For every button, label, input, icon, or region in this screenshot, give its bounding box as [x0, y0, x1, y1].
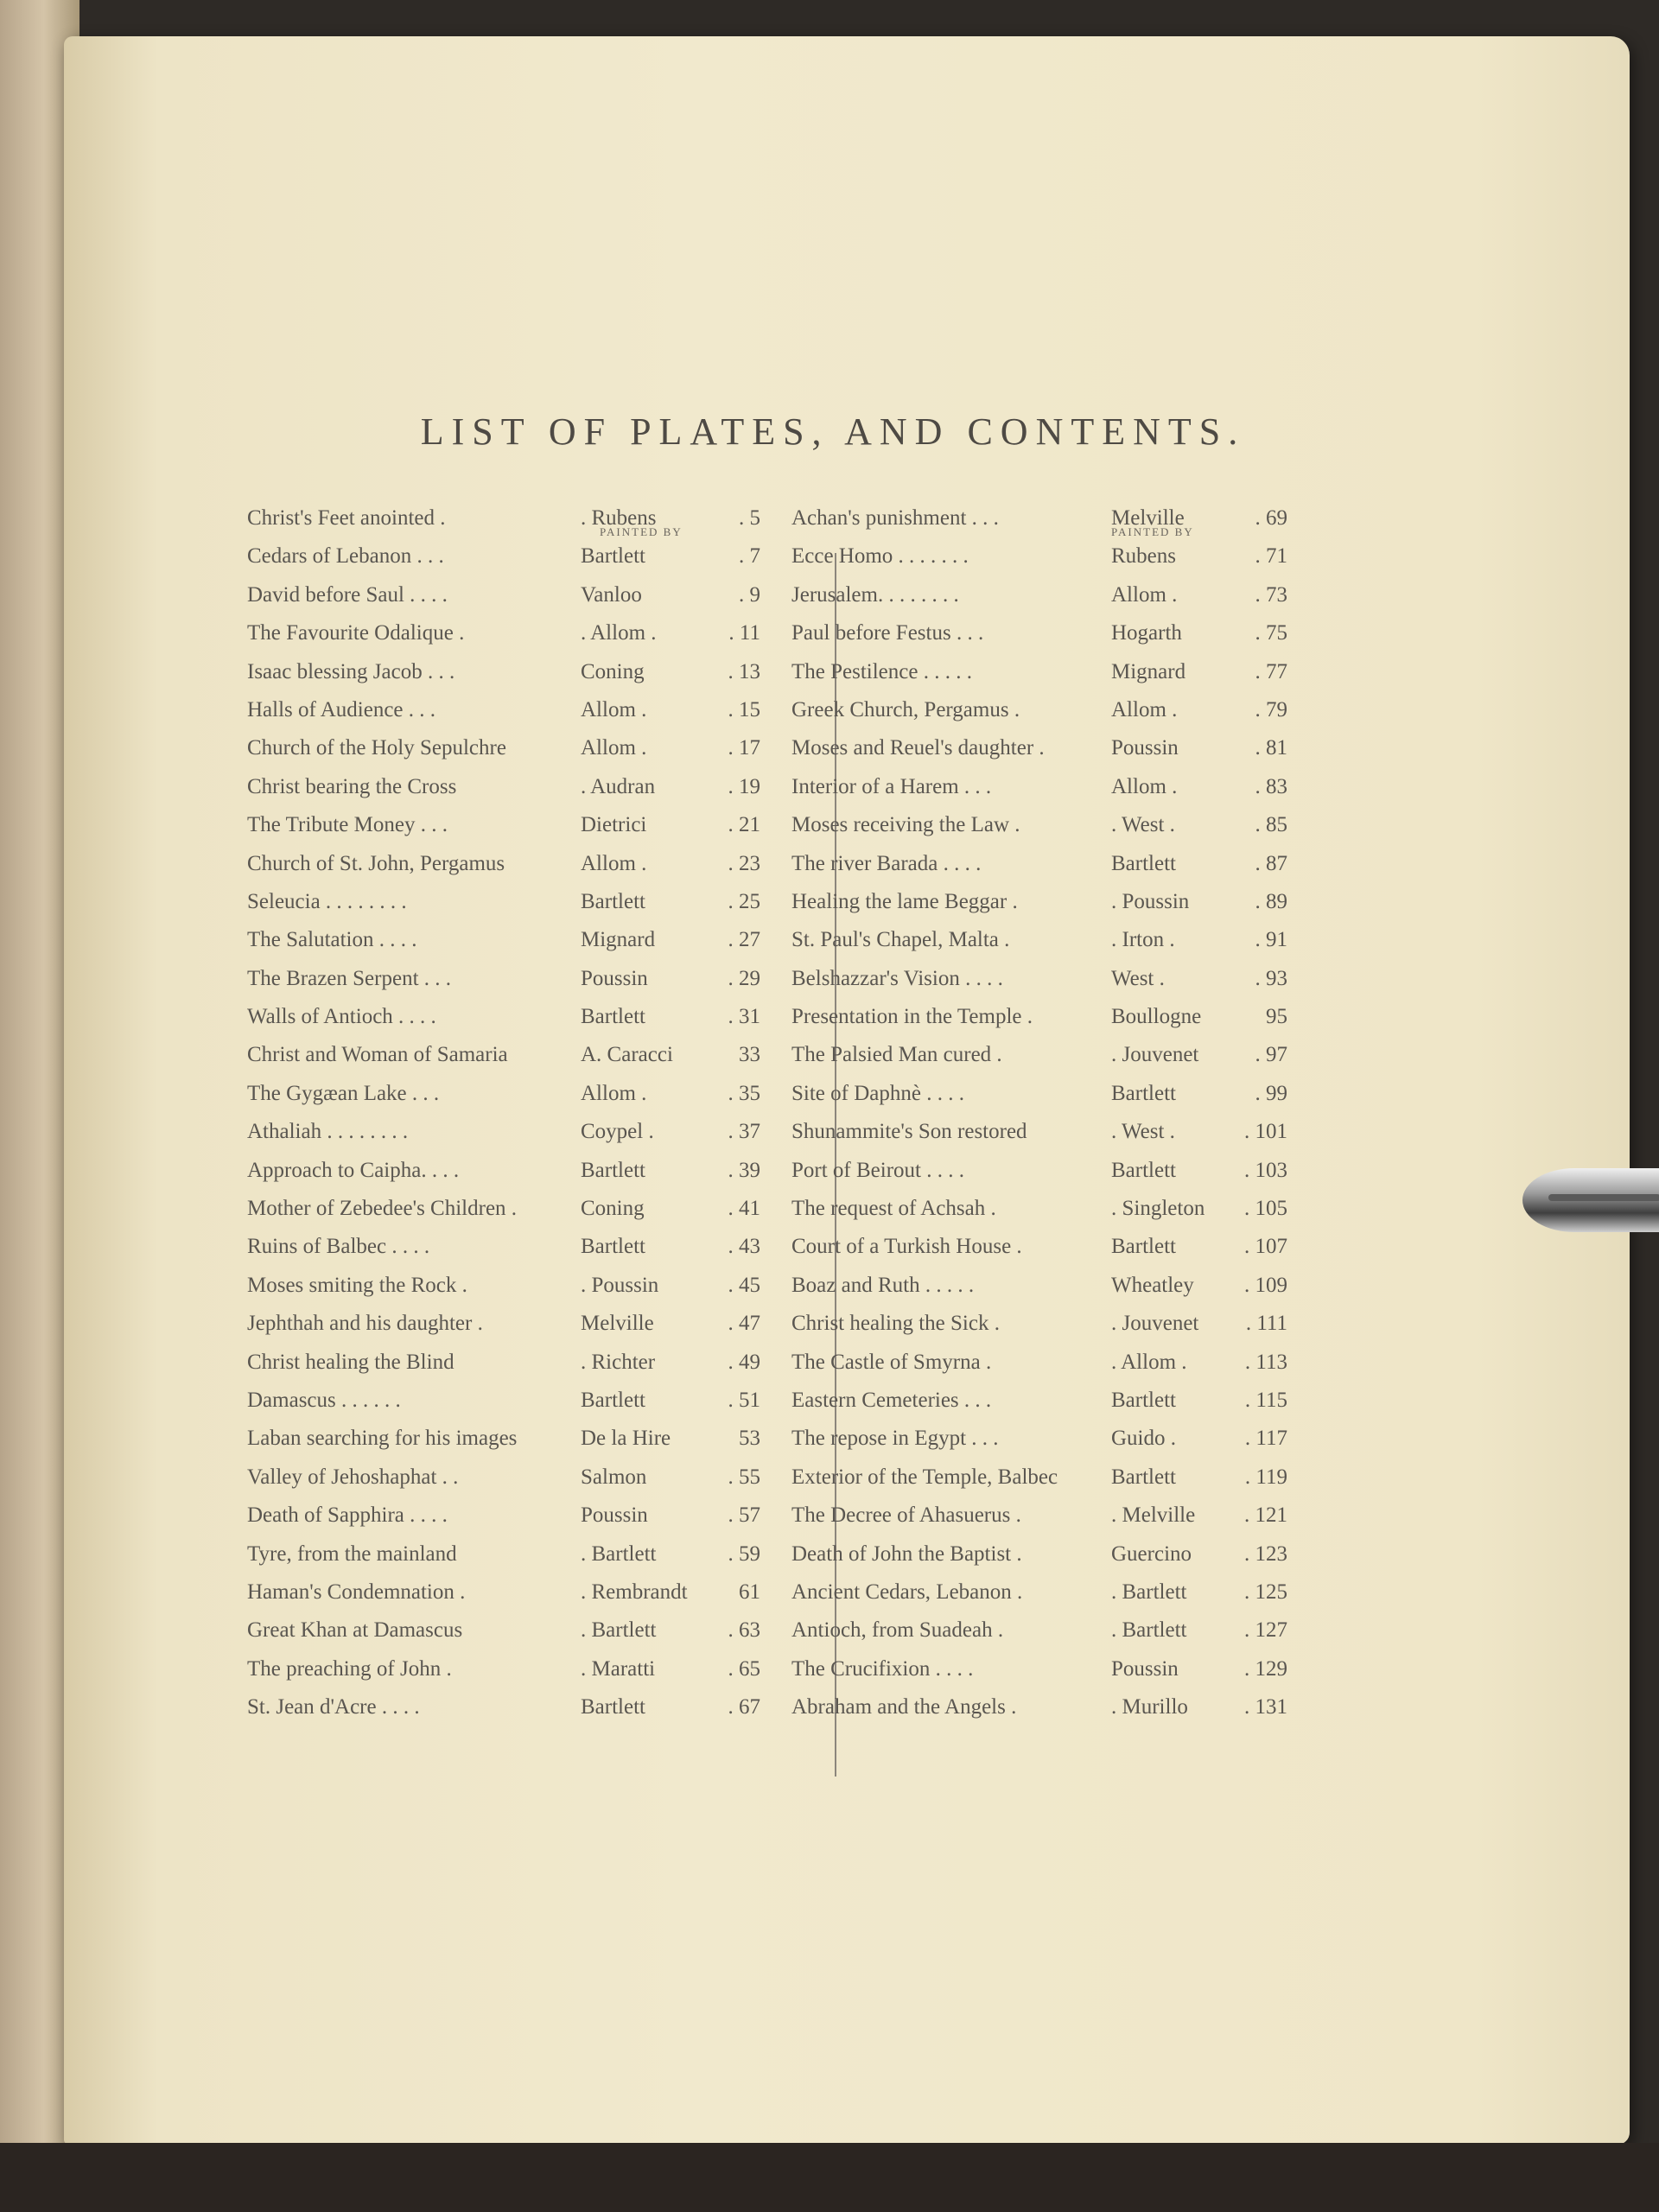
plate-page-number: . 91	[1255, 928, 1287, 952]
plate-page-number: . 63	[728, 1618, 760, 1643]
plate-painter: Boullogne	[1111, 1005, 1202, 1029]
plate-painter: . Bartlett	[581, 1618, 657, 1643]
plate-painter: Bartlett	[581, 544, 645, 569]
plate-page-number: . 129	[1244, 1656, 1287, 1681]
plate-entry	[791, 499, 1327, 537]
plate-painter: Poussin	[581, 1503, 648, 1528]
plate-title: The Palsied Man cured .	[791, 1043, 1002, 1067]
plate-page-number: . 37	[728, 1120, 760, 1144]
plate-page-number: . 27	[728, 928, 760, 952]
plate-title: The request of Achsah .	[791, 1197, 996, 1221]
plate-title: Christ and Woman of Samaria	[247, 1043, 508, 1067]
plate-entry	[247, 960, 766, 998]
plate-entry	[791, 1190, 1327, 1228]
plate-page-number: . 21	[728, 813, 760, 837]
plate-title: Antioch, from Suadeah .	[791, 1618, 1004, 1643]
plate-title: Mother of Zebedee's Children .	[247, 1197, 518, 1221]
plate-entry	[247, 1036, 766, 1074]
plate-entry	[791, 1688, 1327, 1726]
plate-page-number: . 31	[728, 1005, 760, 1029]
plate-entry	[791, 1611, 1327, 1649]
plate-title: Jephthah and his daughter .	[247, 1312, 483, 1336]
plate-painter: . Bartlett	[1111, 1618, 1187, 1643]
plate-painter: Bartlett	[1111, 1388, 1176, 1412]
plate-painter: Allom .	[581, 736, 647, 760]
plate-title: Christ's Feet anointed .	[247, 506, 446, 530]
plate-painter: Bartlett	[1111, 1158, 1176, 1182]
plate-painter: Coning	[581, 1197, 645, 1221]
plate-title: Athaliah . . . . . . . .	[247, 1120, 409, 1144]
plate-title: Jerusalem. . . . . . . .	[791, 582, 959, 607]
plate-painter: Vanloo	[581, 582, 642, 607]
plate-painter: Bartlett	[1111, 1235, 1176, 1259]
plate-title: St. Jean d'Acre . . . .	[247, 1695, 420, 1719]
plate-title: Healing the lame Beggar .	[791, 889, 1018, 913]
plate-title: Ruins of Balbec . . . .	[247, 1235, 430, 1259]
plate-title: Tyre, from the mainland	[247, 1541, 457, 1566]
plate-title: The Castle of Smyrna .	[791, 1350, 992, 1374]
plate-painter: . Allom .	[581, 621, 657, 645]
plate-page-number: . 35	[728, 1081, 760, 1105]
plate-title: Exterior of the Temple, Balbec	[791, 1465, 1058, 1489]
plate-page-number: . 9	[739, 582, 760, 607]
plate-painter: Coypel .	[581, 1120, 654, 1144]
plate-page-number: 95	[1266, 1005, 1287, 1029]
plate-painter: Bartlett	[581, 1388, 645, 1412]
plate-page-number: . 5	[739, 506, 760, 530]
plate-entry	[791, 691, 1327, 729]
painted-by-header-right: PAINTED BY	[1111, 525, 1194, 538]
plate-painter: Salmon	[581, 1465, 647, 1489]
plate-painter: Bartlett	[581, 889, 645, 913]
plate-page-number: . 25	[728, 889, 760, 913]
plate-page-number: . 113	[1244, 1350, 1287, 1374]
plate-painter: . Irton .	[1111, 928, 1175, 952]
plate-entry	[247, 1113, 766, 1151]
plate-painter: Bartlett	[581, 1158, 645, 1182]
plate-entry	[247, 499, 766, 537]
plate-page-number: . 77	[1255, 659, 1287, 683]
plate-entry	[247, 1535, 766, 1573]
plate-painter: . Rembrandt	[581, 1580, 688, 1604]
plate-title: The Crucifixion . . . .	[791, 1656, 974, 1681]
plate-page-number: . 23	[728, 851, 760, 875]
plate-painter: . Jouvenet	[1111, 1312, 1199, 1336]
plate-page-number: . 71	[1255, 544, 1287, 569]
plate-page-number: . 79	[1255, 697, 1287, 721]
plate-page-number: . 111	[1245, 1312, 1287, 1336]
table-surface	[0, 2143, 1659, 2212]
plate-painter: Poussin	[1111, 736, 1179, 760]
plate-page-number: . 125	[1244, 1580, 1287, 1604]
pen-tip	[1522, 1168, 1659, 1232]
plate-entry	[247, 1611, 766, 1649]
plate-entry	[791, 1573, 1327, 1611]
plate-title: Halls of Audience . . .	[247, 697, 436, 721]
plate-entry	[791, 1497, 1327, 1535]
plate-painter: Poussin	[1111, 1656, 1179, 1681]
plate-painter: Allom .	[581, 851, 647, 875]
plate-page-number: . 131	[1244, 1695, 1287, 1719]
plate-page-number: . 19	[728, 774, 760, 798]
plate-page-number: . 73	[1255, 582, 1287, 607]
plate-page-number: . 49	[728, 1350, 760, 1374]
plate-page-number: . 15	[728, 697, 760, 721]
plate-title: The Pestilence . . . . .	[791, 659, 972, 683]
plate-page-number: . 7	[739, 544, 760, 569]
plate-title: The Tribute Money . . .	[247, 813, 448, 837]
plate-painter: Melville	[581, 1312, 654, 1336]
plate-title: Moses smiting the Rock .	[247, 1273, 467, 1297]
plate-painter: Bartlett	[1111, 1465, 1176, 1489]
plate-entry	[247, 576, 766, 614]
plate-page-number: . 39	[728, 1158, 760, 1182]
plate-entry	[791, 806, 1327, 844]
plate-title: Death of Sapphira . . . .	[247, 1503, 448, 1528]
plate-painter: . Allom .	[1111, 1350, 1187, 1374]
plate-title: The Salutation . . . .	[247, 928, 417, 952]
plate-entry	[791, 1535, 1327, 1573]
plate-painter: Bartlett	[1111, 1081, 1176, 1105]
plate-title: The Brazen Serpent . . .	[247, 966, 452, 990]
plate-entry	[791, 768, 1327, 806]
plate-entry	[247, 1573, 766, 1611]
plate-title: Laban searching for his images	[247, 1427, 518, 1451]
plate-painter: Allom .	[581, 1081, 647, 1105]
plate-title: Greek Church, Pergamus .	[791, 697, 1020, 721]
plate-painter: Guercino	[1111, 1541, 1192, 1566]
plate-entry	[247, 998, 766, 1036]
plate-entry	[247, 1075, 766, 1113]
plate-painter: . West .	[1111, 1120, 1175, 1144]
plate-entry	[247, 845, 766, 883]
plate-painter: . Bartlett	[1111, 1580, 1187, 1604]
plate-page-number: . 13	[728, 659, 760, 683]
plate-title: Ecce Homo . . . . . . .	[791, 544, 969, 569]
plate-painter: Poussin	[581, 966, 648, 990]
plate-painter: Hogarth	[1111, 621, 1182, 645]
plate-painter: Rubens	[1111, 544, 1176, 569]
plate-painter: . Jouvenet	[1111, 1043, 1199, 1067]
plate-page-number: . 69	[1255, 506, 1287, 530]
plates-list-right	[791, 499, 1327, 1727]
plate-title: Damascus . . . . . .	[247, 1388, 401, 1412]
plate-title: Court of a Turkish House .	[791, 1235, 1022, 1259]
plate-title: The Gygæan Lake . . .	[247, 1081, 440, 1105]
plate-title: Abraham and the Angels .	[791, 1695, 1017, 1719]
plate-title: Paul before Festus . . .	[791, 621, 984, 645]
plate-entry	[791, 614, 1327, 652]
plate-entry	[247, 1650, 766, 1688]
plate-page-number: . 85	[1255, 813, 1287, 837]
plate-page-number: . 11	[728, 621, 760, 645]
plate-entry	[791, 883, 1327, 921]
plate-painter: . Bartlett	[581, 1541, 657, 1566]
plate-page-number: . 47	[728, 1312, 760, 1336]
plates-list-left	[247, 499, 766, 1727]
plate-entry	[247, 1267, 766, 1305]
plate-title: Walls of Antioch . . . .	[247, 1005, 436, 1029]
plate-title: Eastern Cemeteries . . .	[791, 1388, 992, 1412]
plate-title: Moses and Reuel's daughter .	[791, 736, 1045, 760]
plate-page-number: . 51	[728, 1388, 760, 1412]
plate-entry	[247, 1344, 766, 1382]
plate-entry	[791, 576, 1327, 614]
page-title: LIST OF PLATES, AND CONTENTS.	[420, 410, 1246, 453]
plate-page-number: . 45	[728, 1273, 760, 1297]
plate-page-number: . 107	[1244, 1235, 1287, 1259]
plate-entry	[791, 1382, 1327, 1420]
plate-entry	[791, 845, 1327, 883]
plate-painter: . West .	[1111, 813, 1175, 837]
plate-entry	[791, 998, 1327, 1036]
plate-title: St. Paul's Chapel, Malta .	[791, 928, 1010, 952]
plate-entry	[247, 653, 766, 691]
plate-painter: . Poussin	[1111, 889, 1190, 913]
plate-title: The repose in Egypt . . .	[791, 1427, 999, 1451]
plate-entry	[247, 768, 766, 806]
plate-title: Haman's Condemnation .	[247, 1580, 466, 1604]
plate-painter: Coning	[581, 659, 645, 683]
plate-page-number: . 105	[1244, 1197, 1287, 1221]
plate-painter: . Maratti	[581, 1656, 656, 1681]
plate-painter: . Richter	[581, 1350, 656, 1374]
plate-painter: Melville	[1111, 506, 1185, 530]
plate-title: Death of John the Baptist .	[791, 1541, 1022, 1566]
plate-page-number: 53	[739, 1427, 760, 1451]
plate-entry	[791, 1113, 1327, 1151]
plate-title: The preaching of John .	[247, 1656, 452, 1681]
plate-page-number: . 83	[1255, 774, 1287, 798]
plate-page-number: . 89	[1255, 889, 1287, 913]
plate-page-number: . 67	[728, 1695, 760, 1719]
plate-painter: Bartlett	[1111, 851, 1176, 875]
plate-page-number: . 121	[1244, 1503, 1287, 1528]
plate-title: Interior of a Harem . . .	[791, 774, 992, 798]
plate-page-number: . 103	[1244, 1158, 1287, 1182]
plate-painter: Allom .	[581, 697, 647, 721]
plate-title: Seleucia . . . . . . . .	[247, 889, 407, 913]
plate-painter: Guido .	[1111, 1427, 1176, 1451]
plate-entry	[247, 729, 766, 767]
plate-entry	[791, 1344, 1327, 1382]
plate-page-number: . 55	[728, 1465, 760, 1489]
plate-painter: . Murillo	[1111, 1695, 1188, 1719]
plate-painter: Bartlett	[581, 1695, 645, 1719]
plate-painter: De la Hire	[581, 1427, 671, 1451]
plate-page-number: . 75	[1255, 621, 1287, 645]
plate-page-number: . 127	[1244, 1618, 1287, 1643]
plate-page-number: . 109	[1244, 1273, 1287, 1297]
plate-entry	[247, 1382, 766, 1420]
plate-page-number: . 43	[728, 1235, 760, 1259]
plate-title: Valley of Jehoshaphat . .	[247, 1465, 459, 1489]
plate-page-number: . 87	[1255, 851, 1287, 875]
plate-page-number: 33	[739, 1043, 760, 1067]
plate-painter: A. Caracci	[581, 1043, 673, 1067]
plate-entry	[247, 1497, 766, 1535]
plate-painter: Allom .	[1111, 774, 1178, 798]
plate-page-number: . 41	[728, 1197, 760, 1221]
plate-title: Isaac blessing Jacob . . .	[247, 659, 455, 683]
plate-page-number: . 119	[1244, 1465, 1287, 1489]
plate-entry	[791, 1459, 1327, 1497]
plate-entry	[247, 691, 766, 729]
plate-entry	[247, 1688, 766, 1726]
plate-entry	[791, 960, 1327, 998]
plate-page-number: . 115	[1244, 1388, 1287, 1412]
plate-title: Port of Beirout . . . .	[791, 1158, 964, 1182]
plate-title: Cedars of Lebanon . . .	[247, 544, 444, 569]
plate-title: Ancient Cedars, Lebanon .	[791, 1580, 1023, 1604]
plate-painter: Bartlett	[581, 1235, 645, 1259]
plate-entry	[247, 1152, 766, 1190]
plate-painter: Mignard	[581, 928, 656, 952]
plate-entry	[247, 1459, 766, 1497]
plate-entry	[791, 729, 1327, 767]
plate-title: Shunammite's Son restored	[791, 1120, 1027, 1144]
plate-painter: Allom .	[1111, 582, 1178, 607]
plate-page-number: . 57	[728, 1503, 760, 1528]
plate-entry	[247, 537, 766, 575]
plate-title: Christ bearing the Cross	[247, 774, 457, 798]
plate-title: Site of Daphnè . . . .	[791, 1081, 964, 1105]
plate-page-number: . 65	[728, 1656, 760, 1681]
plate-title: The Favourite Odalique .	[247, 621, 465, 645]
plate-title: Church of the Holy Sepulchre	[247, 736, 506, 760]
plate-page-number: . 97	[1255, 1043, 1287, 1067]
plate-entry	[791, 1228, 1327, 1266]
plate-entry	[791, 1152, 1327, 1190]
plate-painter: . Melville	[1111, 1503, 1196, 1528]
plate-painter: Mignard	[1111, 659, 1186, 683]
plate-title: Christ healing the Sick .	[791, 1312, 1000, 1336]
plate-entry	[247, 1228, 766, 1266]
plate-entry	[247, 921, 766, 959]
plate-page-number: . 59	[728, 1541, 760, 1566]
plate-entry	[791, 1036, 1327, 1074]
plate-title: Moses receiving the Law .	[791, 813, 1020, 837]
plate-title: Approach to Caipha. . . .	[247, 1158, 460, 1182]
plate-title: Great Khan at Damascus	[247, 1618, 463, 1643]
plate-page-number: . 99	[1255, 1081, 1287, 1105]
plate-page-number: 61	[739, 1580, 760, 1604]
plate-entry	[791, 1267, 1327, 1305]
plate-title: Presentation in the Temple .	[791, 1005, 1033, 1029]
plate-entry	[791, 921, 1327, 959]
plate-page-number: . 117	[1244, 1427, 1287, 1451]
plate-entry	[791, 1075, 1327, 1113]
plate-title: Church of St. John, Pergamus	[247, 851, 505, 875]
plate-page-number: . 123	[1244, 1541, 1287, 1566]
plate-entry	[247, 614, 766, 652]
plate-entry	[791, 1305, 1327, 1343]
plate-title: The Decree of Ahasuerus .	[791, 1503, 1021, 1528]
plate-title: Boaz and Ruth . . . . .	[791, 1273, 975, 1297]
plate-page-number: . 101	[1244, 1120, 1287, 1144]
plate-painter: West .	[1111, 966, 1165, 990]
painted-by-header-left: PAINTED BY	[600, 525, 683, 538]
plate-entry	[247, 1190, 766, 1228]
plate-painter: Bartlett	[581, 1005, 645, 1029]
plate-entry	[247, 806, 766, 844]
plate-painter: Wheatley	[1111, 1273, 1194, 1297]
plate-painter: Allom .	[1111, 697, 1178, 721]
plate-entry	[791, 653, 1327, 691]
plate-page-number: . 29	[728, 966, 760, 990]
plate-painter: . Singleton	[1111, 1197, 1205, 1221]
plate-page-number: . 17	[728, 736, 760, 760]
plate-painter: . Audran	[581, 774, 656, 798]
plate-entry	[247, 1305, 766, 1343]
plate-title: The river Barada . . . .	[791, 851, 982, 875]
plate-page-number: . 93	[1255, 966, 1287, 990]
plate-title: Achan's punishment . . .	[791, 506, 999, 530]
plate-entry	[791, 1650, 1327, 1688]
plate-entry	[791, 1420, 1327, 1458]
plate-entry	[791, 537, 1327, 575]
plate-entry	[247, 1420, 766, 1458]
plate-painter: Dietrici	[581, 813, 647, 837]
plate-title: Christ healing the Blind	[247, 1350, 454, 1374]
plate-entry	[247, 883, 766, 921]
plate-title: Belshazzar's Vision . . . .	[791, 966, 1003, 990]
plate-painter: . Poussin	[581, 1273, 659, 1297]
plate-title: David before Saul . . . .	[247, 582, 448, 607]
plate-painter: . Rubens	[581, 506, 657, 530]
plate-page-number: . 81	[1255, 736, 1287, 760]
